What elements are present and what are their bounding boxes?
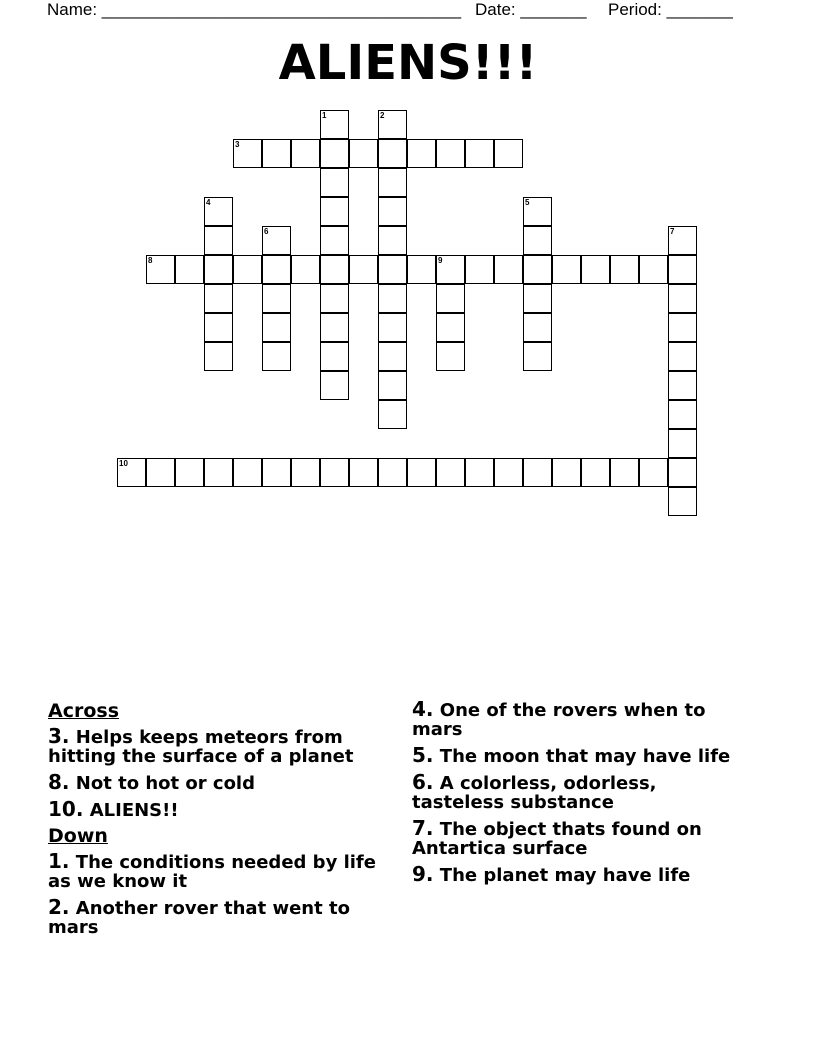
across-heading: Across bbox=[48, 700, 120, 722]
crossword-cell[interactable] bbox=[465, 139, 494, 168]
crossword-cell[interactable] bbox=[378, 226, 407, 255]
crossword-cell[interactable] bbox=[204, 313, 233, 342]
crossword-cell[interactable] bbox=[320, 458, 349, 487]
crossword-cell[interactable] bbox=[378, 458, 407, 487]
crossword-clue-number: 8 bbox=[148, 256, 153, 265]
crossword-cell[interactable] bbox=[523, 313, 552, 342]
crossword-cell[interactable] bbox=[668, 458, 697, 487]
crossword-cell[interactable] bbox=[581, 255, 610, 284]
clue-number: 3. bbox=[48, 724, 70, 748]
crossword-clue-number: 1 bbox=[322, 111, 327, 120]
clue-down-1 bbox=[48, 849, 393, 892]
crossword-cell[interactable] bbox=[378, 284, 407, 313]
crossword-cell[interactable] bbox=[494, 458, 523, 487]
crossword-cell[interactable] bbox=[668, 400, 697, 429]
clue-number: 10. bbox=[48, 797, 84, 821]
crossword-cell[interactable] bbox=[523, 255, 552, 284]
crossword-cell[interactable] bbox=[320, 255, 349, 284]
crossword-clue-number: 3 bbox=[235, 140, 240, 149]
crossword-cell[interactable] bbox=[523, 284, 552, 313]
crossword-clue-number: 7 bbox=[670, 227, 675, 236]
crossword-cell[interactable] bbox=[407, 255, 436, 284]
clues-right-column bbox=[412, 697, 752, 892]
crossword-cell[interactable] bbox=[552, 255, 581, 284]
crossword-cell[interactable] bbox=[204, 342, 233, 371]
clues-left-column bbox=[48, 700, 393, 944]
clue-number: 9. bbox=[412, 862, 434, 886]
crossword-cell[interactable] bbox=[262, 313, 291, 342]
crossword-cell[interactable] bbox=[436, 342, 465, 371]
crossword-cell[interactable] bbox=[320, 168, 349, 197]
crossword-cell[interactable] bbox=[523, 226, 552, 255]
crossword-cell[interactable] bbox=[378, 255, 407, 284]
crossword-clue-number: 10 bbox=[119, 459, 128, 468]
crossword-cell[interactable] bbox=[610, 458, 639, 487]
clue-down-6 bbox=[412, 770, 752, 813]
crossword-cell[interactable] bbox=[262, 458, 291, 487]
crossword-cell[interactable] bbox=[639, 255, 668, 284]
crossword-cell[interactable] bbox=[262, 139, 291, 168]
date-field-label: Date: _______ bbox=[475, 0, 587, 19]
crossword-cell[interactable] bbox=[175, 458, 204, 487]
crossword-cell[interactable] bbox=[320, 371, 349, 400]
crossword-cell[interactable] bbox=[378, 313, 407, 342]
clue-down-7 bbox=[412, 816, 752, 859]
crossword-cell[interactable] bbox=[378, 197, 407, 226]
crossword-cell[interactable] bbox=[320, 342, 349, 371]
crossword-cell[interactable] bbox=[349, 139, 378, 168]
clue-text: ALIENS!! bbox=[89, 800, 179, 821]
crossword-cell[interactable] bbox=[262, 255, 291, 284]
crossword-cell[interactable] bbox=[465, 255, 494, 284]
clue-number: 7. bbox=[412, 816, 434, 840]
clue-number: 4. bbox=[412, 697, 434, 721]
clue-down-4 bbox=[412, 697, 752, 740]
crossword-cell[interactable] bbox=[378, 168, 407, 197]
crossword-cell[interactable] bbox=[378, 400, 407, 429]
crossword-cell[interactable] bbox=[349, 255, 378, 284]
crossword-cell[interactable] bbox=[407, 458, 436, 487]
crossword-cell[interactable] bbox=[639, 458, 668, 487]
crossword-cell[interactable] bbox=[320, 139, 349, 168]
period-field-label: Period: _______ bbox=[608, 0, 733, 19]
crossword-clue-number: 2 bbox=[380, 111, 385, 120]
crossword-cell[interactable] bbox=[552, 458, 581, 487]
clue-number: 5. bbox=[412, 743, 434, 767]
crossword-cell[interactable] bbox=[378, 371, 407, 400]
clue-text: The moon that may have life bbox=[439, 746, 731, 767]
clue-across-10 bbox=[48, 797, 393, 821]
crossword-cell[interactable] bbox=[291, 458, 320, 487]
crossword-cell[interactable] bbox=[465, 458, 494, 487]
crossword-cell[interactable] bbox=[610, 255, 639, 284]
crossword-cell[interactable] bbox=[668, 313, 697, 342]
crossword-cell[interactable] bbox=[378, 342, 407, 371]
clue-number: 8. bbox=[48, 770, 70, 794]
clue-text: Helps keeps meteors from hitting the surface of a planet bbox=[48, 727, 354, 767]
crossword-cell[interactable] bbox=[436, 139, 465, 168]
clue-text: The conditions needed by life as we know it bbox=[48, 852, 376, 892]
clue-text: A colorless, odorless, tasteless substance bbox=[412, 773, 657, 813]
crossword-clue-number: 4 bbox=[206, 198, 211, 207]
crossword-cell[interactable] bbox=[262, 284, 291, 313]
crossword-cell[interactable] bbox=[668, 429, 697, 458]
crossword-cell[interactable] bbox=[204, 255, 233, 284]
crossword-cell[interactable] bbox=[233, 255, 262, 284]
page-title: ALIENS!!! bbox=[278, 35, 538, 91]
clue-number: 2. bbox=[48, 895, 70, 919]
crossword-clue-number: 9 bbox=[438, 256, 443, 265]
crossword-cell[interactable] bbox=[349, 458, 378, 487]
crossword-cell[interactable] bbox=[581, 458, 610, 487]
crossword-cell[interactable] bbox=[378, 139, 407, 168]
crossword-cell[interactable] bbox=[668, 487, 697, 516]
clue-down-2 bbox=[48, 895, 393, 938]
clue-across-3 bbox=[48, 724, 393, 767]
clue-text: Another rover that went to mars bbox=[48, 898, 350, 938]
crossword-cell[interactable] bbox=[668, 371, 697, 400]
crossword-cell[interactable] bbox=[262, 342, 291, 371]
crossword-cell[interactable] bbox=[204, 284, 233, 313]
crossword-cell[interactable] bbox=[320, 313, 349, 342]
clue-across-8 bbox=[48, 770, 393, 794]
clue-text: The planet may have life bbox=[439, 865, 691, 886]
crossword-cell[interactable] bbox=[146, 458, 175, 487]
crossword-cell[interactable] bbox=[523, 342, 552, 371]
crossword-cell[interactable] bbox=[523, 458, 552, 487]
crossword-cell[interactable] bbox=[407, 139, 436, 168]
crossword-cell[interactable] bbox=[320, 226, 349, 255]
crossword-cell[interactable] bbox=[668, 255, 697, 284]
clue-number: 6. bbox=[412, 770, 434, 794]
clue-text: The object thats found on Antartica surface bbox=[412, 819, 702, 859]
crossword-clue-number: 6 bbox=[264, 227, 269, 236]
crossword-cell[interactable] bbox=[436, 313, 465, 342]
crossword-cell[interactable] bbox=[668, 342, 697, 371]
name-field-label: Name: ______________________________________ bbox=[47, 0, 462, 19]
clue-text: One of the rovers when to mars bbox=[412, 700, 706, 740]
crossword-cell[interactable] bbox=[668, 284, 697, 313]
crossword-cell[interactable] bbox=[494, 255, 523, 284]
crossword-cell[interactable] bbox=[436, 458, 465, 487]
crossword-cell[interactable] bbox=[291, 255, 320, 284]
crossword-cell[interactable] bbox=[204, 226, 233, 255]
clue-down-5 bbox=[412, 743, 752, 767]
crossword-cell[interactable] bbox=[436, 284, 465, 313]
crossword-cell[interactable] bbox=[291, 139, 320, 168]
clue-down-9 bbox=[412, 862, 752, 886]
clue-text: Not to hot or cold bbox=[75, 773, 255, 794]
crossword-cell[interactable] bbox=[233, 458, 262, 487]
crossword-cell[interactable] bbox=[494, 139, 523, 168]
crossword-cell[interactable] bbox=[320, 284, 349, 313]
crossword-cell[interactable] bbox=[320, 197, 349, 226]
crossword-cell[interactable] bbox=[175, 255, 204, 284]
clue-number: 1. bbox=[48, 849, 70, 873]
crossword-clue-number: 5 bbox=[525, 198, 530, 207]
crossword-cell[interactable] bbox=[204, 458, 233, 487]
down-heading: Down bbox=[48, 825, 108, 847]
